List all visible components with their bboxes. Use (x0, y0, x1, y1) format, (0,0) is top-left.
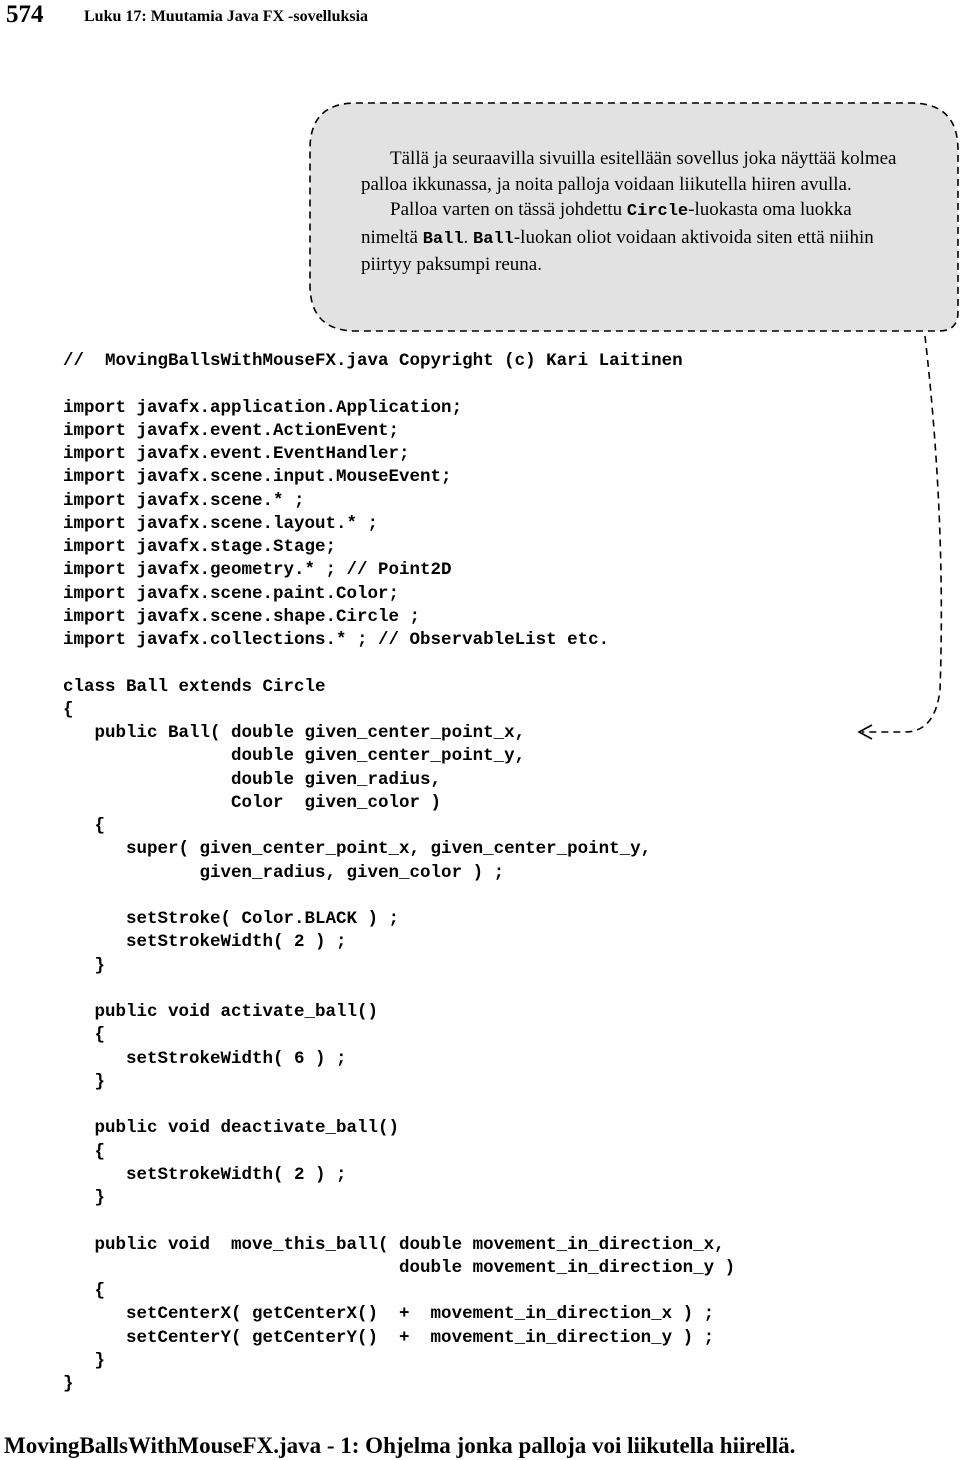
code-line: { (63, 699, 74, 720)
chapter-title: Luku 17: Muutamia Java FX -sovelluksia (84, 8, 369, 25)
code-line (63, 652, 735, 675)
callout-paragraph-1-text: Tällä ja seuraavilla sivuilla esitellään sovellus joka näyttää kolmea palloa ikkunassa, ja noita palloja voidaan liikutella hiiren avulla. (361, 148, 897, 195)
code-line: import javafx.stage.Stage; (63, 537, 337, 557)
code-line: double given_center_point_y, (63, 746, 526, 767)
code-line (63, 885, 735, 908)
code-line: } (63, 955, 106, 976)
code-line: double given_radius, (63, 769, 442, 790)
listing-caption: MovingBallsWithMouseFX.java - 1: Ohjelma jonka palloja voi liikutella hiirellä. (4, 1433, 796, 1458)
code-line: { (63, 1281, 106, 1301)
code-line: import javafx.event.ActionEvent; (63, 420, 400, 441)
code-line: public Ball( double given_center_point_x, (63, 723, 526, 743)
inline-code-circle: Circle (626, 202, 689, 221)
code-line (63, 1210, 735, 1233)
code-line: } (63, 1071, 106, 1092)
code-line: // MovingBallsWithMouseFX.java Copyright (c) Kari Laitinen (63, 351, 683, 371)
code-line: import javafx.collections.* ; // ObservableList etc. (63, 630, 610, 650)
code-line: { (63, 1025, 106, 1046)
code-line: public void deactivate_ball() (63, 1118, 400, 1139)
code-line: double movement_in_direction_y ) (63, 1257, 736, 1278)
code-line: setStrokeWidth( 2 ) ; (63, 1164, 347, 1185)
inline-code-ball: Ball (422, 229, 464, 249)
code-line: public void activate_ball() (63, 1002, 379, 1022)
code-line: given_radius, given_color ) ; (63, 862, 505, 883)
code-line: import javafx.scene.shape.Circle ; (63, 606, 421, 627)
code-line: class Ball extends Circle (63, 676, 326, 697)
page-number: 574 (6, 1, 44, 28)
code-line: import javafx.scene.input.MouseEvent; (63, 467, 452, 488)
code-line: import javafx.scene.paint.Color; (63, 583, 400, 604)
code-line: import javafx.scene.layout.* ; (63, 513, 379, 534)
code-line: Color given_color ) (63, 792, 442, 813)
code-line: import javafx.application.Application; (63, 397, 463, 418)
code-line: import javafx.geometry.* ; // Point2D (63, 560, 452, 581)
code-line (63, 978, 735, 1001)
code-line: public void move_this_ball( double movement_in_direction_x, (63, 1234, 725, 1255)
inline-code-ball-2: Ball (473, 229, 514, 249)
code-line: import javafx.event.EventHandler; (63, 444, 410, 464)
code-line: setCenterX( getCenterX() + movement_in_direction_x ) ; (63, 1304, 715, 1325)
callout-paragraph-2: Palloa varten on tässä johdettu Circle-luokasta oma luokka nimeltä Ball. Ball-luokan oliot voidaan aktivoida siten että niihin piirtyy paksumpi reuna. (361, 199, 874, 275)
code-line: setStrokeWidth( 2 ) ; (63, 932, 347, 953)
code-line: super( given_center_point_x, given_center_point_y, (63, 839, 652, 860)
code-line: { (63, 816, 106, 836)
code-line: setCenterY( getCenterY() + movement_in_direction_y ) ; (63, 1327, 715, 1348)
code-line: } (63, 1350, 106, 1371)
code-line: setStroke( Color.BLACK ) ; (63, 909, 400, 929)
code-listing (63, 350, 735, 1396)
code-line: } (63, 1374, 74, 1394)
code-line: setStrokeWidth( 6 ) ; (63, 1048, 347, 1069)
code-line: { (63, 1141, 106, 1162)
code-line: } (63, 1188, 106, 1208)
code-line (63, 373, 735, 396)
code-line: import javafx.scene.* ; (63, 490, 305, 511)
code-line (63, 1094, 735, 1117)
